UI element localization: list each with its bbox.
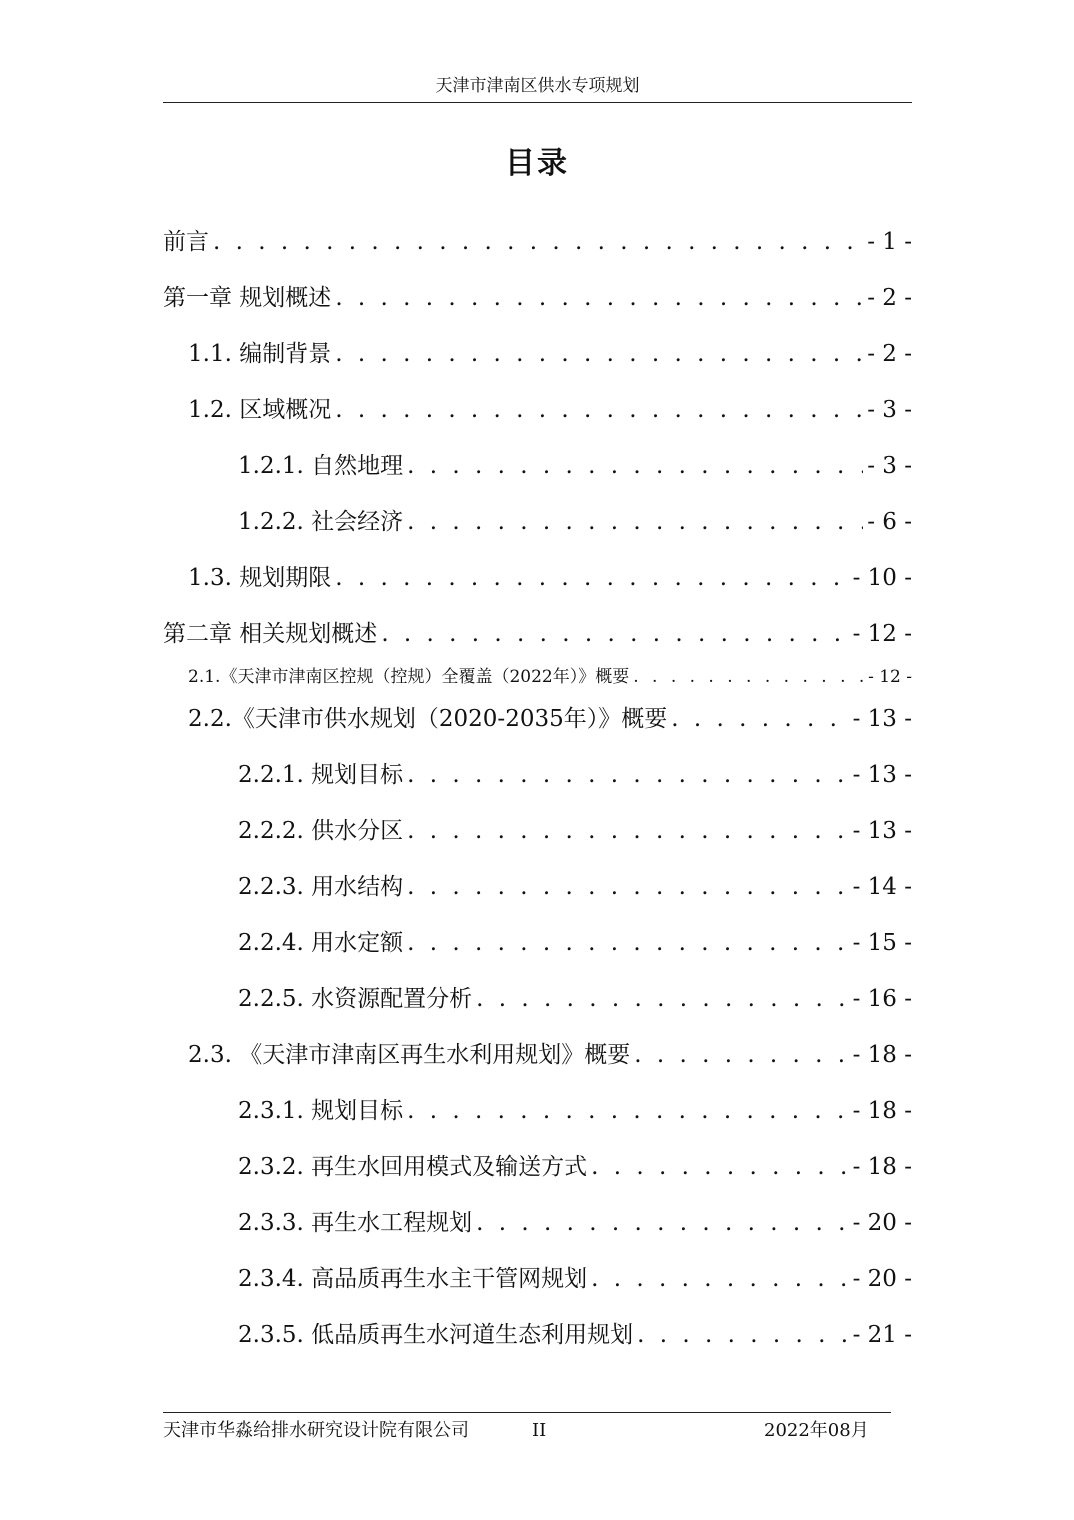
toc-entry[interactable]	[238, 507, 912, 537]
toc-entry-label: 2.3.1. 规划目标	[238, 1098, 404, 1124]
toc-leader-dots	[407, 507, 863, 537]
toc-entry-label: 2.2.2. 供水分区	[238, 818, 404, 844]
toc-entry-page: - 2 -	[867, 341, 912, 367]
toc-entry-page: - 18 -	[852, 1042, 912, 1068]
toc-entry-page: - 3 -	[867, 453, 912, 479]
toc-entry-label: 1.2.2. 社会经济	[238, 509, 404, 535]
toc-entry-label: 2.2.5. 水资源配置分析	[238, 986, 473, 1012]
toc-leader-dots	[476, 1208, 848, 1238]
toc-entry-label: 1.1. 编制背景	[188, 341, 332, 367]
toc-entry-label: 2.2.4. 用水定额	[238, 930, 404, 956]
toc-entry[interactable]	[238, 1264, 912, 1294]
toc-entry-label: 2.1.《天津市津南区控规（控规）全覆盖（2022年）》概要	[188, 667, 630, 687]
toc-leader-dots	[407, 451, 863, 481]
toc-entry-page: - 12 -	[852, 621, 912, 647]
toc-entry-label: 2.3.5. 低品质再生水河道生态利用规划	[238, 1322, 634, 1348]
toc-entry-page: - 14 -	[852, 874, 912, 900]
page-title: 目录	[505, 146, 569, 181]
toc-entry[interactable]	[163, 619, 912, 649]
toc-entry-label: 2.2.3. 用水结构	[238, 874, 404, 900]
toc-entry[interactable]	[188, 704, 912, 734]
header-divider	[163, 102, 912, 103]
footer-divider	[163, 1412, 891, 1413]
toc-entry-page: - 13 -	[852, 818, 912, 844]
toc-leader-dots	[407, 872, 848, 902]
toc-leader-dots	[591, 1152, 848, 1182]
toc-entry-page: - 18 -	[852, 1098, 912, 1124]
page-header: 天津市津南区供水专项规划	[435, 76, 640, 96]
toc-entry-label: 2.3.4. 高品质再生水主干管网规划	[238, 1266, 588, 1292]
toc-entry-label: 2.2.《天津市供水规划（2020-2035年）》概要	[188, 706, 668, 732]
toc-leader-dots	[335, 395, 863, 425]
toc-leader-dots	[213, 227, 863, 257]
toc-leader-dots	[591, 1264, 848, 1294]
toc-leader-dots	[335, 283, 863, 313]
toc-entry[interactable]	[188, 339, 912, 369]
toc-entry-page: - 20 -	[852, 1210, 912, 1236]
toc-entry-label: 1.2. 区域概况	[188, 397, 332, 423]
toc-entry-label: 2.3.3. 再生水工程规划	[238, 1210, 473, 1236]
toc-entry-label: 1.2.1. 自然地理	[238, 453, 404, 479]
toc-entry-page: - 20 -	[852, 1266, 912, 1292]
toc-entry-page: - 16 -	[852, 986, 912, 1012]
toc-entry[interactable]	[238, 760, 912, 790]
toc-entry-label: 第一章 规划概述	[163, 285, 332, 311]
toc-entry[interactable]	[238, 451, 912, 481]
toc-entry-label: 2.3.2. 再生水回用模式及输送方式	[238, 1154, 588, 1180]
toc-leader-dots	[637, 1320, 848, 1350]
toc-leader-dots	[407, 816, 848, 846]
toc-entry-page: - 2 -	[867, 285, 912, 311]
toc-leader-dots	[407, 1096, 848, 1126]
footer-company: 天津市华淼给排水研究设计院有限公司	[163, 1420, 469, 1441]
toc-entry[interactable]	[238, 1096, 912, 1126]
toc-entry[interactable]	[188, 665, 912, 689]
toc-leader-dots	[381, 619, 848, 649]
toc-entry-label: 2.2.1. 规划目标	[238, 762, 404, 788]
toc-entry-page: - 6 -	[867, 509, 912, 535]
toc-leader-dots	[335, 563, 848, 593]
toc-entry[interactable]	[188, 563, 912, 593]
toc-entry[interactable]	[238, 1320, 912, 1350]
toc-entry-page: - 1 -	[867, 229, 912, 255]
toc-entry-label: 前言	[163, 229, 209, 255]
toc-entry-page: - 13 -	[852, 762, 912, 788]
toc-entry-page: - 3 -	[867, 397, 912, 423]
toc-entry[interactable]	[238, 1208, 912, 1238]
toc-entry[interactable]	[238, 872, 912, 902]
toc-leader-dots	[634, 1040, 848, 1070]
toc-entry-page: - 13 -	[852, 706, 912, 732]
footer-page-number: II	[532, 1420, 547, 1441]
toc-entry[interactable]	[238, 1152, 912, 1182]
toc-entry[interactable]	[163, 227, 912, 257]
toc-entry-page: - 21 -	[852, 1322, 912, 1348]
toc-entry[interactable]	[238, 984, 912, 1014]
toc-leader-dots	[407, 760, 848, 790]
toc-leader-dots	[633, 665, 864, 689]
toc-leader-dots	[335, 339, 863, 369]
toc-entry-label: 1.3. 规划期限	[188, 565, 332, 591]
toc-leader-dots	[476, 984, 848, 1014]
toc-leader-dots	[407, 928, 848, 958]
toc-entry-page: - 18 -	[852, 1154, 912, 1180]
toc-entry[interactable]	[238, 816, 912, 846]
toc-entry-label: 第二章 相关规划概述	[163, 621, 378, 647]
toc-entry[interactable]	[188, 1040, 912, 1070]
toc-entry[interactable]	[238, 928, 912, 958]
toc-entry[interactable]	[188, 395, 912, 425]
toc-entry-label: 2.3. 《天津市津南区再生水利用规划》概要	[188, 1042, 631, 1068]
toc-entry-page: - 10 -	[852, 565, 912, 591]
toc-entry[interactable]	[163, 283, 912, 313]
toc-entry-page: - 15 -	[852, 930, 912, 956]
toc-leader-dots	[671, 704, 848, 734]
toc-entry-page: - 12 -	[868, 667, 912, 687]
footer-date: 2022年08月	[764, 1420, 869, 1441]
